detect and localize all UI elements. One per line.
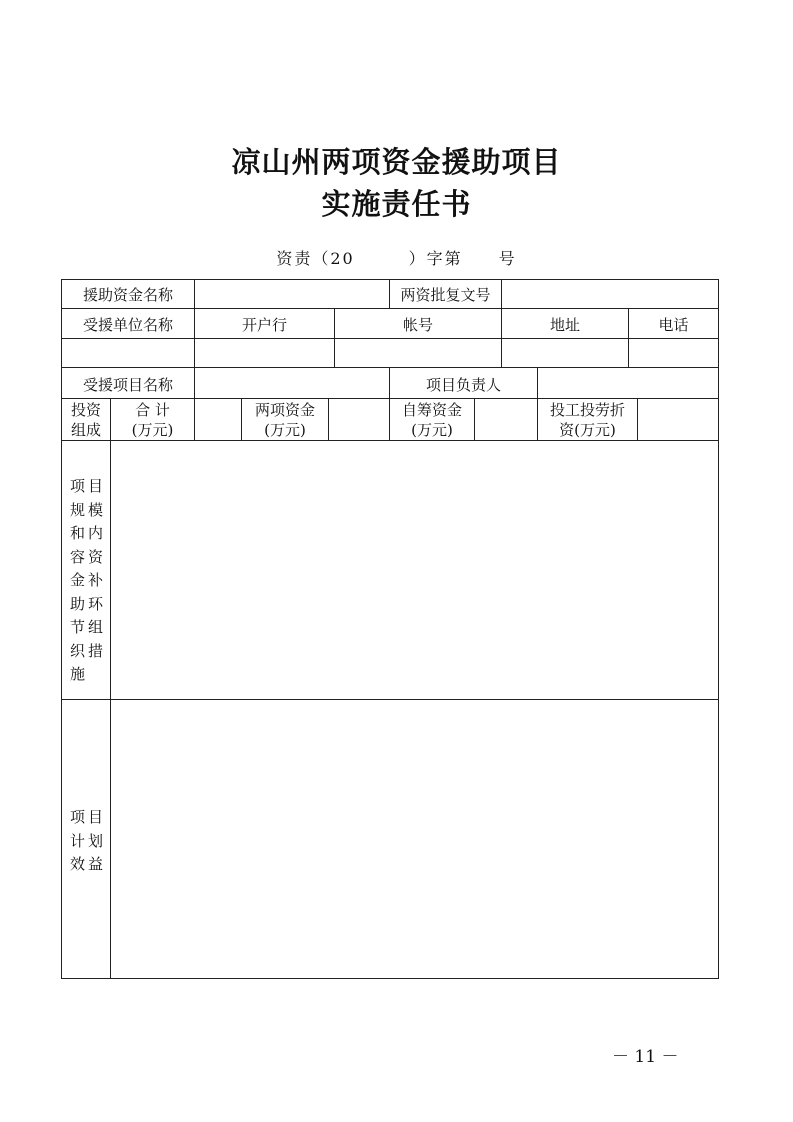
table-line — [110, 440, 111, 979]
table-line — [61, 308, 719, 309]
table-line — [61, 978, 719, 979]
table-line — [194, 279, 195, 309]
table-line — [501, 279, 502, 309]
phone-label: 电话 — [658, 316, 689, 334]
table-line — [474, 398, 475, 441]
page-number: － 11 － — [612, 1047, 679, 1067]
recipient-project-name-label: 受援项目名称 — [82, 376, 173, 394]
address-label: 地址 — [549, 316, 580, 334]
bank-label: 开户行 — [241, 316, 287, 334]
approval-doc-number-label: 两资批复文号 — [400, 286, 491, 304]
project-benefits-section-label: 项目 计划 效益 — [70, 808, 107, 873]
labor-contribution-label: 投工投劳折 资(万元) — [549, 401, 625, 439]
project-leader-label: 项目负责人 — [425, 376, 501, 394]
document-title: 凉山州两项资金援助项目 — [231, 145, 562, 179]
account-label: 帐号 — [402, 316, 433, 334]
table-line — [194, 398, 195, 441]
table-line — [637, 398, 638, 441]
table-line — [61, 279, 719, 280]
total-label: 合 计 (万元) — [131, 401, 174, 439]
table-line — [537, 367, 538, 399]
table-line — [61, 367, 719, 368]
table-line — [194, 367, 195, 399]
document-subtitle: 实施责任书 — [321, 187, 472, 221]
table-line — [61, 338, 719, 339]
table-line — [328, 398, 329, 441]
document-number: 资责（20 ）字第 号 — [276, 249, 517, 268]
recipient-unit-name-label: 受援单位名称 — [82, 316, 173, 334]
table-line — [61, 398, 719, 399]
two-funds-label: 两项资金 (万元) — [254, 401, 315, 439]
project-scope-section-label: 项目 规模 和内 容资 金补 助环 节组 织措 施 — [70, 477, 107, 683]
investment-composition-label: 投资 组成 — [70, 401, 101, 439]
table-line — [718, 279, 719, 979]
aid-fund-name-label: 援助资金名称 — [82, 286, 173, 304]
self-raised-funds-label: 自筹资金 (万元) — [401, 401, 462, 439]
table-line — [61, 699, 719, 700]
table-line — [61, 440, 719, 441]
